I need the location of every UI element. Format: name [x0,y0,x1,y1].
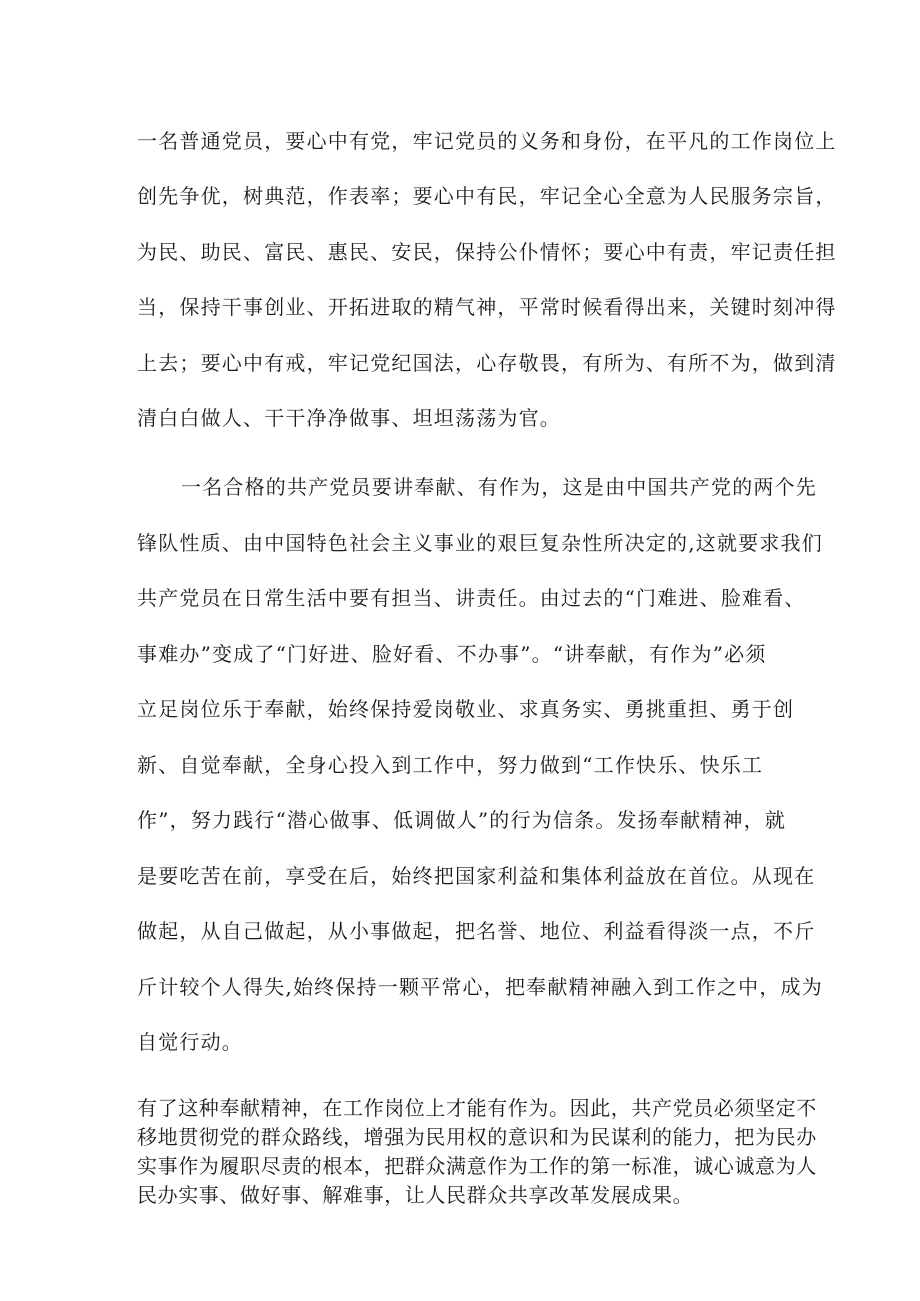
paragraph-1-line: 清白白做人、干干净净做事、坦坦荡荡为官。 [137,406,561,430]
paragraph-3-line: 实事作为履职尽责的根本，把群众满意作为工作的第一标准，诚心诚意为人 [137,1154,817,1178]
paragraph-1-line: 一名普通党员，要心中有党，牢记党员的义务和身份，在平凡的工作岗位上 [137,129,837,153]
paragraph-2-line: 立足岗位乐于奉献，始终保持爱岗敬业、求真务实、勇挑重担、勇于创 [137,697,795,721]
paragraph-2-line: 新、自觉奉献，全身心投入到工作中，努力做到“工作快乐、快乐工 [137,753,764,777]
paragraph-1-line: 为民、助民、富民、惠民、安民，保持公仆情怀；要心中有责，牢记责任担 [137,240,837,264]
paragraph-2-line: 作”，努力践行“潜心做事、低调做人”的行为信条。发扬奉献精神，就 [137,808,787,832]
paragraph-2-line: 自觉行动。 [137,1030,243,1054]
paragraph-1-line: 创先争优，树典范，作表率；要心中有民，牢记全心全意为人民服务宗旨， [137,184,837,208]
paragraph-2-line: 共产党员在日常生活中要有担当、讲责任。由过去的“门难进、脸难看、 [137,586,806,610]
paragraph-3-line: 移地贯彻党的群众路线，增强为民用权的意识和为民谋利的能力，把为民办 [137,1125,817,1149]
paragraph-2-line: 锋队性质、由中国特色社会主义事业的艰巨复杂性所决定的,这就要求我们 [137,531,823,555]
paragraph-3-line: 有了这种奉献精神，在工作岗位上才能有作为。因此，共产党员必须坚定不 [137,1096,817,1120]
paragraph-2-line: 斤计较个人得失,始终保持一颗平常心，把奉献精神融入到工作之中，成为 [137,975,823,999]
paragraph-2-line: 一名合格的共产党员要讲奉献、有作为，这是由中国共产党的两个先 [181,475,817,499]
paragraph-2-line: 是要吃苦在前，享受在后，始终把国家利益和集体利益放在首位。从现在 [137,864,816,888]
paragraph-3-line: 民办实事、做好事、解难事，让人民群众共享改革发展成果。 [137,1183,694,1207]
paragraph-2-line: 做起，从自己做起，从小事做起，把名誉、地位、利益看得淡一点，不斤 [137,919,816,943]
paragraph-1-line: 上去；要心中有戒，牢记党纪国法，心存敬畏，有所为、有所不为，做到清 [137,351,837,375]
paragraph-1-line: 当，保持干事创业、开拓进取的精气神，平常时候看得出来，关键时刻冲得 [137,295,837,319]
paragraph-2-line: 事难办”变成了“门好进、脸好看、不办事”。“讲奉献，有作为”必须 [137,642,767,666]
